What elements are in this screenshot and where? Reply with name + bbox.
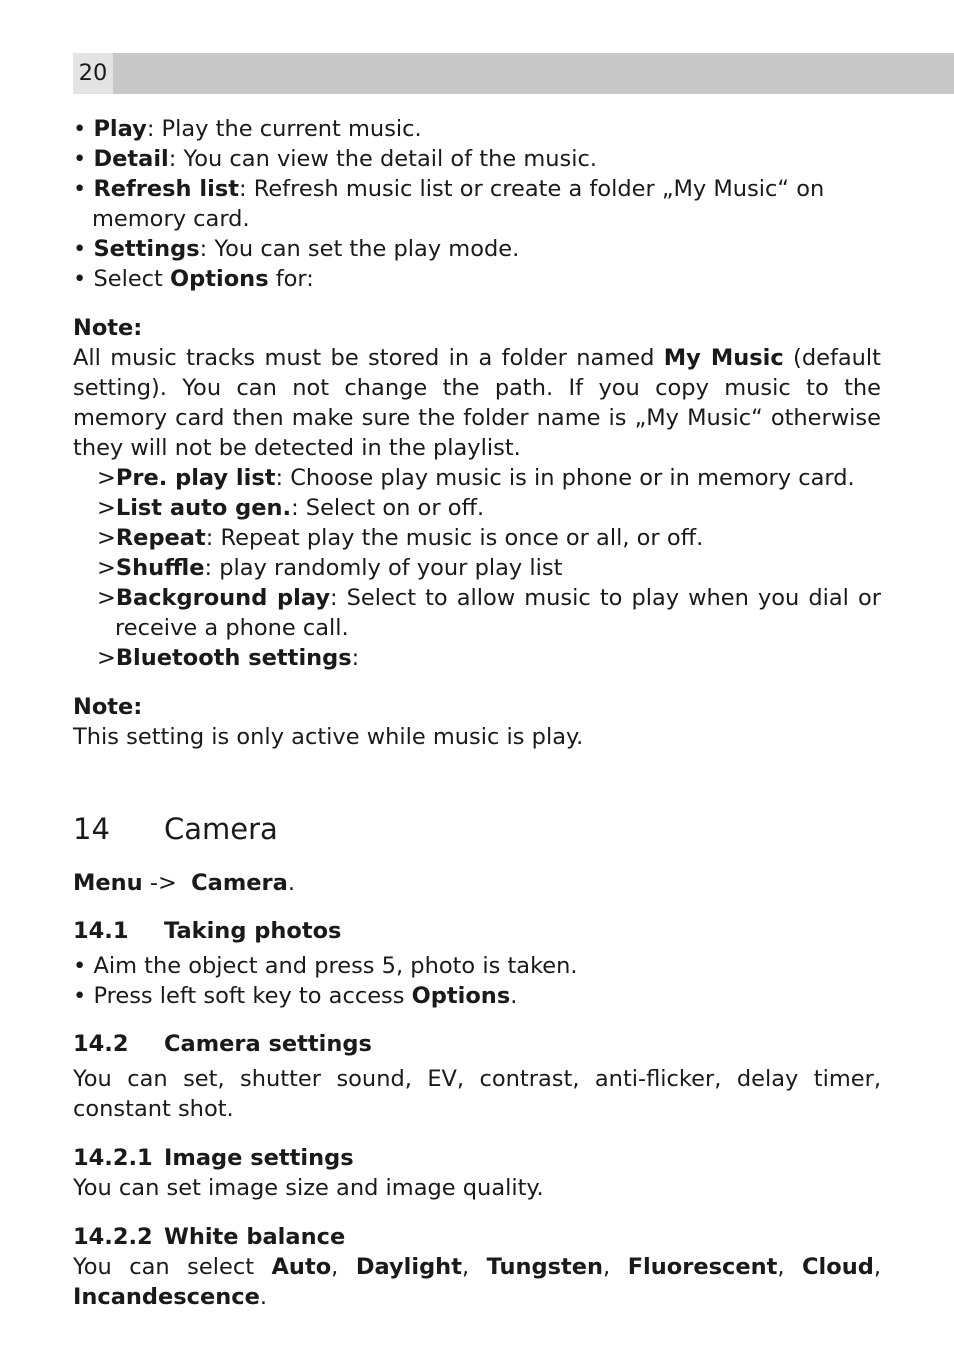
desc: : play randomly of your play list: [204, 555, 563, 581]
bullet-text-pre: Press left soft key to access: [93, 983, 412, 1010]
desc: : Select on or off.: [291, 495, 485, 521]
wb-option: Daylight: [355, 1254, 462, 1281]
wb-end: .: [259, 1284, 268, 1311]
section-title: White balance: [164, 1224, 346, 1251]
option-bluetooth-settings: [73, 643, 881, 673]
options-term: Options: [411, 983, 511, 1010]
bullet-select-options: • Select Options for:: [73, 266, 314, 292]
option-marker: >: [97, 555, 116, 581]
wb-option: Auto: [271, 1254, 332, 1281]
note-text: [73, 343, 881, 463]
menu-term: Menu: [73, 870, 143, 897]
chapter-title: Camera: [164, 812, 278, 846]
note-text-post: (default setting). You can not change the path. If you copy music to the memory card then make sure the folder name is „My Music“ otherwise they will not be detected in the playlist.: [73, 345, 881, 461]
desc: : Choose play music is in phone or in memory card.: [275, 465, 855, 491]
term: Repeat: [115, 525, 206, 551]
term: Refresh list: [93, 176, 239, 202]
desc: : Refresh music list or create a folder „My Music“ on memory card.: [92, 176, 825, 232]
option-marker: >: [97, 525, 116, 551]
menu-arrow: ->: [142, 870, 184, 897]
wb-pre: You can select: [73, 1254, 272, 1281]
desc: : Repeat play the music is once or all, or off.: [205, 525, 704, 551]
bullet-aim: • Aim the object and press 5, photo is taken.: [73, 953, 578, 980]
option-list-auto-gen: [73, 493, 881, 523]
section-heading-14-2-1: [73, 1143, 881, 1173]
section-number: 14.2.2: [73, 1224, 153, 1251]
option-marker: >: [97, 495, 116, 521]
chapter-number: 14: [73, 812, 110, 846]
section-heading-14-2: [73, 1028, 881, 1060]
white-balance-text: [73, 1252, 881, 1312]
options-term: Options: [170, 266, 269, 292]
bullet-detail: • Detail: You can view the detail of the music.: [73, 146, 598, 172]
section-number: 14.2: [73, 1031, 129, 1058]
bullet-text-post: .: [510, 983, 518, 1010]
bullet-refresh-list: • Refresh list: Refresh music list or create a folder „My Music“ on memory card.: [73, 176, 825, 232]
select-post: for:: [268, 266, 314, 292]
wb-option: Incandescence: [73, 1284, 260, 1311]
option-marker: >: [97, 465, 116, 491]
select-pre: Select: [93, 266, 171, 292]
wb-sep: ,: [777, 1254, 803, 1281]
wb-option: Tungsten: [486, 1254, 604, 1281]
section-heading-14-2-2: [73, 1222, 881, 1252]
note-label: Note:: [73, 315, 143, 341]
section-number: 14.1: [73, 918, 129, 945]
section-text: You can set image size and image quality.: [73, 1175, 544, 1202]
page-header-bar: [73, 53, 954, 94]
menu-path: [73, 868, 881, 898]
note-text-pre: All music tracks must be stored in a folder named: [73, 345, 664, 371]
term: Settings: [93, 236, 200, 262]
section-title: Image settings: [164, 1145, 354, 1172]
term: List auto gen.: [115, 495, 292, 521]
wb-sep: ,: [331, 1254, 356, 1281]
desc: : You can view the detail of the music.: [168, 146, 598, 172]
wb-sep: ,: [461, 1254, 487, 1281]
camera-term: Camera: [191, 870, 288, 897]
bullet-play: • Play: Play the current music.: [73, 116, 422, 142]
option-marker: >: [97, 585, 116, 611]
section-title: Camera settings: [164, 1031, 372, 1058]
desc: :: [351, 645, 360, 671]
note-text: This setting is only active while music is play.: [73, 724, 584, 750]
option-marker: >: [97, 645, 116, 671]
option-pre-play-list: [73, 463, 881, 493]
term: Shuffle: [115, 555, 205, 581]
section-heading-14-1: [73, 915, 881, 947]
section-title: Taking photos: [164, 918, 342, 945]
desc: : You can set the play mode.: [199, 236, 520, 262]
term: Play: [93, 116, 147, 142]
option-background-play: [73, 583, 881, 643]
option-shuffle: [73, 553, 881, 583]
chapter-heading: [73, 809, 881, 849]
wb-sep: ,: [873, 1254, 881, 1281]
bullet-settings: • Settings: You can set the play mode.: [73, 236, 520, 262]
desc: : Play the current music.: [146, 116, 422, 142]
page-content: [73, 114, 881, 1312]
term: Bluetooth settings: [115, 645, 352, 671]
bullet-text: Aim the object and press 5, photo is taken.: [93, 953, 578, 980]
wb-option: Cloud: [802, 1254, 874, 1281]
menu-end: .: [287, 870, 295, 897]
note-label: Note:: [73, 694, 143, 720]
wb-sep: ,: [603, 1254, 628, 1281]
bullet-soft-key: • Press left soft key to access Options.: [73, 983, 518, 1010]
my-music-term: My Music: [663, 345, 784, 371]
term: Background play: [115, 585, 331, 611]
term: Pre. play list: [115, 465, 276, 491]
option-repeat: [73, 523, 881, 553]
section-text: You can set, shutter sound, EV, contrast, anti-flicker, delay timer, constant shot.: [73, 1066, 881, 1123]
desc: : Select to allow music to play when you dial or receive a phone call.: [115, 585, 881, 641]
page-number: 20: [73, 53, 113, 94]
wb-option: Fluorescent: [627, 1254, 778, 1281]
term: Detail: [93, 146, 169, 172]
section-number: 14.2.1: [73, 1145, 153, 1172]
